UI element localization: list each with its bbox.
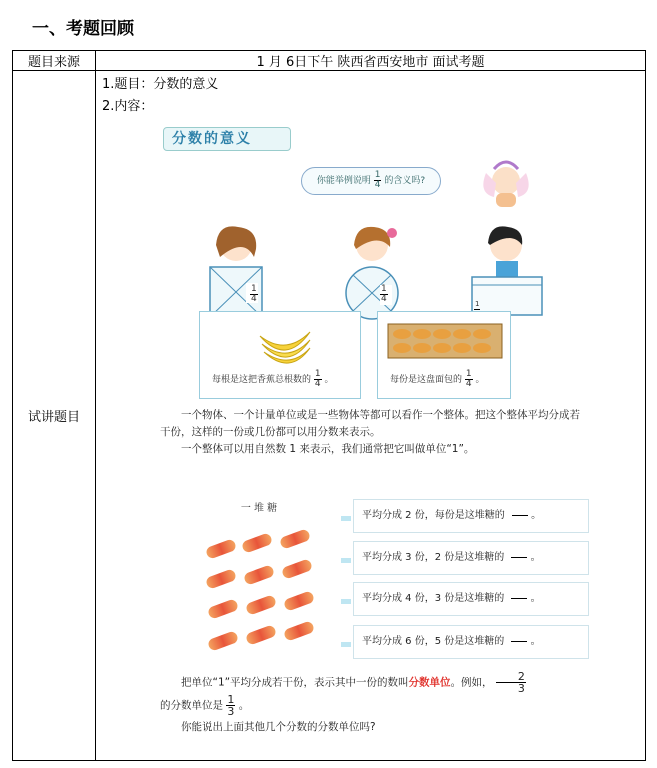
source-value: 1 月 6日下午 陕西省西安地市 面试考题	[96, 51, 646, 71]
candy	[281, 558, 313, 580]
arrow	[341, 599, 351, 604]
candy	[205, 568, 237, 590]
candy	[245, 624, 277, 646]
para2: 一个整体可以用自然数 1 来表示，我们通常把它叫做单位“1”。	[181, 443, 475, 455]
exam-table	[12, 50, 646, 761]
banana-panel: 每根是这把香蕉总根数的 $\frac{1}{4}$ 。	[199, 311, 361, 399]
banana-icon	[256, 322, 312, 366]
bread-panel: 每份是这盘面包的 $\frac{1}{4}$ 。	[377, 311, 511, 399]
candy	[205, 538, 237, 560]
arrow	[341, 642, 351, 647]
candy-row: 平均分成 3 份，2 份是这堆糖的 。	[353, 541, 589, 575]
source-label: 题目来源	[13, 51, 96, 71]
candy-row: 平均分成 2 份，每份是这堆糖的 。	[353, 499, 589, 533]
candy	[283, 620, 315, 642]
arrow	[341, 516, 351, 521]
topic-line: 1.题目：分数的意义	[102, 77, 219, 92]
speech-bubble: 你能举例说明 $\frac{1}{4}$ 的含义吗?	[301, 167, 441, 195]
textbook-banner: 分数的意义	[163, 127, 291, 151]
bread-tray-icon	[386, 322, 504, 360]
candy	[279, 528, 311, 550]
candy	[283, 590, 315, 612]
angel-illustration	[476, 153, 536, 213]
section-title: 一、考题回顾	[32, 19, 134, 39]
candy-row: 平均分成 4 份，3 份是这堆糖的 。	[353, 582, 589, 616]
candy	[241, 532, 273, 554]
paragraph-unit: 把单位“1”平均分成若干份，表示其中一份的数叫分数单位。例如， $\frac{2}{3}$ 的分数单位是 $\frac{1}{3}$ 。 你能说出上面其他几个分数的分数单位吗?	[160, 671, 600, 737]
topic-label: 试讲题目	[13, 71, 96, 761]
banana-caption: 每根是这把香蕉总根数的	[212, 375, 312, 385]
bread-caption: 每份是这盘面包的	[390, 375, 463, 385]
square-fraction: $\frac{1}{4}$	[251, 284, 257, 304]
para1: 一个物体、一个计量单位或是一些物体等都可以看作一个整体。把这个整体平均分成若干份，这样的一份或几份都可以用分数来表示。	[160, 409, 580, 438]
girl-circle-illustration	[338, 223, 408, 323]
girl-square-illustration	[204, 223, 274, 323]
candy	[207, 598, 239, 620]
topic-content	[96, 71, 645, 760]
candy	[245, 594, 277, 616]
arrow	[341, 558, 351, 563]
candy-title: 一 堆 糖	[240, 503, 278, 514]
content-line: 2.内容：	[102, 99, 154, 114]
circle-fraction: $\frac{1}{4}$	[381, 284, 387, 304]
candy	[243, 564, 275, 586]
candy-area	[184, 499, 339, 667]
highlight-term: 分数单位	[408, 676, 451, 689]
para5: 你能说出上面其他几个分数的分数单位吗?	[181, 721, 376, 733]
ruler-fraction: 1	[475, 300, 480, 308]
candy-row: 平均分成 6 份，5 份是这堆糖的 。	[353, 625, 589, 659]
paragraph-whole	[160, 407, 590, 458]
candy	[207, 630, 239, 652]
